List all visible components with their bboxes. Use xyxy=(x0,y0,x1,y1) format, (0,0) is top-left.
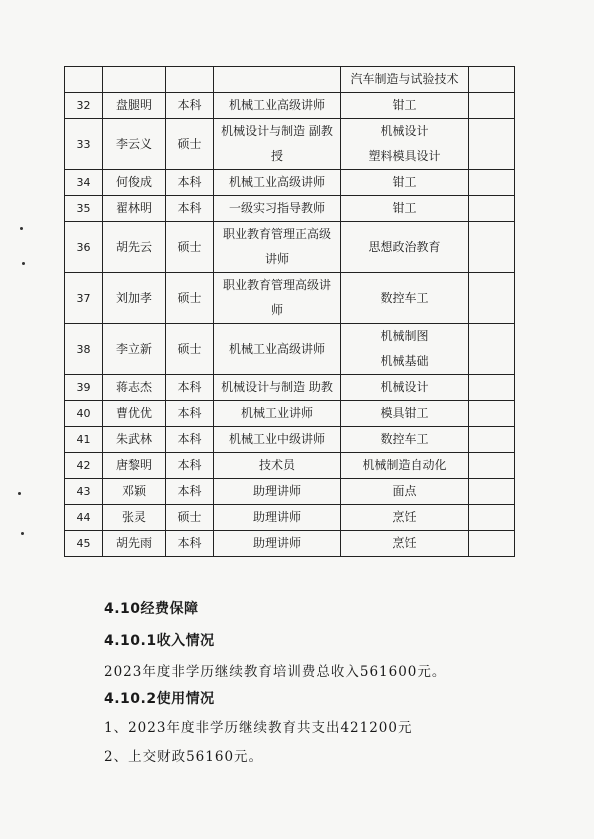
table-cell-name: 唐黎明 xyxy=(103,453,166,479)
table-cell-subject xyxy=(341,531,469,557)
table-cell-blank xyxy=(469,170,515,196)
table-cell-subject xyxy=(341,273,469,324)
use-item-2: 2、上交财政56160元。 xyxy=(104,749,264,765)
table-cell-subject-line: 机械制图 xyxy=(380,329,429,343)
table-cell-subject: 汽车制造与试验技术 xyxy=(341,67,469,93)
table-cell-title-line: 机械设计与制造 助教 xyxy=(221,380,333,394)
table-cell-subject xyxy=(341,324,469,375)
table-cell-subject xyxy=(341,375,469,401)
table-cell-title-line: 机械工业高级讲师 xyxy=(228,98,325,112)
scan-speck xyxy=(18,492,21,495)
table-cell-subject xyxy=(341,401,469,427)
table-cell-title xyxy=(214,273,341,324)
table-cell-number: 45 xyxy=(65,531,103,557)
table-cell-name: 胡先云 xyxy=(103,222,166,273)
table-cell-blank xyxy=(469,531,515,557)
table-cell-blank xyxy=(469,222,515,273)
table-cell-subject xyxy=(341,453,469,479)
table-cell-subject-line: 烹饪 xyxy=(392,510,417,524)
table-row xyxy=(65,324,515,375)
table-cell-name: 李立新 xyxy=(103,324,166,375)
table-cell-number: 33 xyxy=(65,119,103,170)
table-cell xyxy=(103,67,166,93)
table-cell-blank xyxy=(469,505,515,531)
table-cell-blank xyxy=(469,119,515,170)
staff-table xyxy=(64,66,515,557)
table-cell-education: 硕士 xyxy=(166,119,214,170)
table-cell xyxy=(166,67,214,93)
table-cell-blank xyxy=(469,273,515,324)
table-cell-blank xyxy=(469,324,515,375)
table-cell-subject-line: 塑料模具设计 xyxy=(368,149,441,163)
table-cell-subject-line: 机械设计 xyxy=(380,380,429,394)
table-cell-subject xyxy=(341,196,469,222)
table-row xyxy=(65,170,515,196)
table-cell-name: 盘腿明 xyxy=(103,93,166,119)
table-cell-title-line: 机械工业中级讲师 xyxy=(228,432,325,446)
table-row xyxy=(65,196,515,222)
table-cell-title-line: 技术员 xyxy=(258,458,295,472)
table-row xyxy=(65,119,515,170)
table-cell-number: 37 xyxy=(65,273,103,324)
table-cell-subject xyxy=(341,427,469,453)
table-cell-number: 39 xyxy=(65,375,103,401)
table-cell-education: 本科 xyxy=(166,170,214,196)
table-cell-blank xyxy=(469,427,515,453)
table-cell-name: 朱武林 xyxy=(103,427,166,453)
table-cell-title-line: 授 xyxy=(270,149,283,163)
table-cell-subject-line: 烹饪 xyxy=(392,536,417,550)
table-cell-title-line: 机械工业高级讲师 xyxy=(228,341,325,356)
table-cell-blank xyxy=(469,401,515,427)
table-cell-title-line: 机械设计与制造 副教 xyxy=(221,124,333,138)
table-cell-title xyxy=(214,401,341,427)
table-row xyxy=(65,453,515,479)
table-cell-education: 本科 xyxy=(166,401,214,427)
table-cell-education: 本科 xyxy=(166,531,214,557)
table-cell-education: 本科 xyxy=(166,427,214,453)
table-cell-subject-line: 机械基础 xyxy=(380,354,429,368)
table-cell-number: 34 xyxy=(65,170,103,196)
table-cell-subject-line: 钳工 xyxy=(392,98,417,112)
table-cell-number: 32 xyxy=(65,93,103,119)
table-cell-title-line: 助理讲师 xyxy=(252,536,301,550)
table-cell-title xyxy=(214,375,341,401)
table-row-header-fragment xyxy=(65,67,515,93)
table-cell-blank xyxy=(469,453,515,479)
table-cell-subject xyxy=(341,222,469,273)
table-cell-name: 李云义 xyxy=(103,119,166,170)
table-cell-subject-line: 数控车工 xyxy=(380,290,429,305)
table-cell-subject xyxy=(341,505,469,531)
table-cell-education: 本科 xyxy=(166,375,214,401)
table-cell-name: 何俊成 xyxy=(103,170,166,196)
table-cell-number: 42 xyxy=(65,453,103,479)
table-row xyxy=(65,273,515,324)
table-cell-education: 硕士 xyxy=(166,222,214,273)
table-cell-title xyxy=(214,453,341,479)
table-cell-blank xyxy=(469,479,515,505)
table-cell-title-line: 职业教育管理高级讲 xyxy=(222,278,331,292)
table-cell-number: 36 xyxy=(65,222,103,273)
table-cell-title xyxy=(214,324,341,375)
table-cell-number: 40 xyxy=(65,401,103,427)
scan-speck xyxy=(21,532,24,535)
table-cell-number: 35 xyxy=(65,196,103,222)
table-cell-subject-line: 思想政治教育 xyxy=(368,239,441,254)
use-item-1: 1、2023年度非学历继续教育共支出421200元 xyxy=(104,720,413,736)
table-cell-subject xyxy=(341,479,469,505)
table-cell-name: 蒋志杰 xyxy=(103,375,166,401)
staff-table-body xyxy=(65,67,515,557)
table-cell-subject xyxy=(341,170,469,196)
table-row xyxy=(65,93,515,119)
section-heading-4-10: 4.10经费保障 xyxy=(104,601,199,617)
table-row xyxy=(65,375,515,401)
table-cell-subject-line: 钳工 xyxy=(392,201,417,215)
table-cell-subject-line: 面点 xyxy=(392,484,417,498)
table-cell-title xyxy=(214,93,341,119)
table-cell-number: 41 xyxy=(65,427,103,453)
table-cell-title xyxy=(214,222,341,273)
table-cell-title-line: 助理讲师 xyxy=(252,484,301,498)
table-cell-subject-line: 数控车工 xyxy=(380,432,429,446)
table-cell-education: 本科 xyxy=(166,93,214,119)
table-cell-title-line: 助理讲师 xyxy=(252,510,301,524)
table-cell-title xyxy=(214,427,341,453)
table-cell-number: 43 xyxy=(65,479,103,505)
table-cell-name: 张灵 xyxy=(103,505,166,531)
table-cell-education: 本科 xyxy=(166,479,214,505)
table-cell-education: 硕士 xyxy=(166,505,214,531)
table-cell-education: 硕士 xyxy=(166,324,214,375)
table-cell-subject-line: 机械设计 xyxy=(380,124,429,138)
table-row xyxy=(65,531,515,557)
table-cell xyxy=(65,67,103,93)
table-row xyxy=(65,427,515,453)
table-cell-name: 邓颖 xyxy=(103,479,166,505)
table-cell-name: 胡先雨 xyxy=(103,531,166,557)
table-row xyxy=(65,401,515,427)
table-cell-subject-line: 模具钳工 xyxy=(380,406,429,420)
table-cell-title-line: 机械工业高级讲师 xyxy=(228,175,325,189)
section-heading-4-10-2: 4.10.2使用情况 xyxy=(104,691,215,707)
table-cell-name: 翟林明 xyxy=(103,196,166,222)
table-cell-subject-line: 钳工 xyxy=(392,175,417,189)
table-cell-title xyxy=(214,479,341,505)
table-cell-title xyxy=(214,119,341,170)
table-cell-blank xyxy=(469,375,515,401)
table-cell-title xyxy=(214,505,341,531)
table-row xyxy=(65,222,515,273)
table-cell-subject xyxy=(341,119,469,170)
table-cell-title-line: 师 xyxy=(270,303,283,317)
table-cell-number: 44 xyxy=(65,505,103,531)
scan-speck xyxy=(22,262,25,265)
table-cell-subject-line: 机械制造自动化 xyxy=(362,458,447,472)
table-cell-education: 本科 xyxy=(166,196,214,222)
table-cell-education: 本科 xyxy=(166,453,214,479)
table-cell-title-line: 讲师 xyxy=(264,252,289,266)
table-cell xyxy=(469,67,515,93)
table-cell-title-line: 机械工业讲师 xyxy=(240,406,313,420)
table-cell-education: 硕士 xyxy=(166,273,214,324)
table-cell-title xyxy=(214,531,341,557)
table-row xyxy=(65,479,515,505)
table-cell-title-line: 职业教育管理正高级 xyxy=(222,227,331,241)
table-cell-blank xyxy=(469,196,515,222)
income-paragraph: 2023年度非学历继续教育培训费总收入561600元。 xyxy=(104,664,447,680)
scan-speck xyxy=(20,227,23,230)
table-cell-number: 38 xyxy=(65,324,103,375)
table-cell-subject xyxy=(341,93,469,119)
table-cell-blank xyxy=(469,93,515,119)
table-cell-title xyxy=(214,196,341,222)
section-heading-4-10-1: 4.10.1收入情况 xyxy=(104,633,215,649)
table-cell-name: 曹优优 xyxy=(103,401,166,427)
table-cell-name: 刘加孝 xyxy=(103,273,166,324)
table-cell xyxy=(214,67,341,93)
table-cell-title-line: 一级实习指导教师 xyxy=(228,201,325,215)
table-row xyxy=(65,505,515,531)
table-cell-title xyxy=(214,170,341,196)
